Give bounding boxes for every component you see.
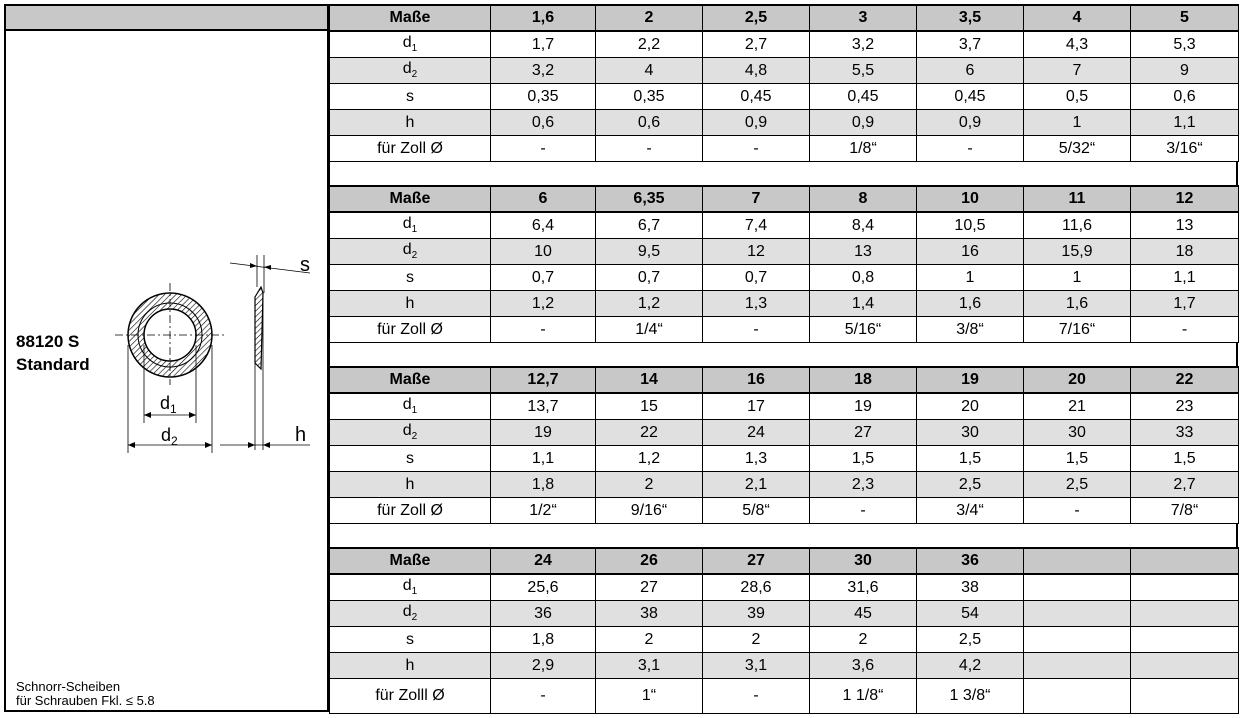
row-label-d2: $d_2$: [330, 601, 491, 627]
size-header-row: [330, 548, 1239, 574]
value-cell: 7/16“: [1024, 317, 1131, 343]
value-cell: 15: [596, 393, 703, 420]
row-label-h: h: [330, 653, 491, 679]
row-label-d2: $d_2$: [330, 420, 491, 446]
washer-front-view: [115, 283, 225, 453]
value-cell: [1024, 627, 1131, 653]
value-cell: 1/8“: [810, 136, 917, 162]
value-cell: [1131, 574, 1239, 601]
size-cell: 18: [810, 367, 917, 393]
table-spacer: [329, 524, 1238, 547]
value-cell: 0,8: [810, 265, 917, 291]
value-cell: 22: [596, 420, 703, 446]
d1-label: $d_1$: [160, 393, 177, 416]
value-cell: 2,9: [491, 653, 596, 679]
value-cell: 1,5: [810, 446, 917, 472]
value-cell: 1,1: [1131, 110, 1239, 136]
size-cell: 12: [1131, 186, 1239, 212]
size-cell: [1024, 548, 1131, 574]
row-label-zoll: für Zolll Ø: [330, 679, 491, 714]
table-row-h: [330, 653, 1239, 679]
footnote-line-2: für Schrauben Fkl. ≤ 5.8: [16, 693, 155, 708]
value-cell: 6: [917, 58, 1024, 84]
table-row-h: [330, 472, 1239, 498]
row-label-s: s: [330, 446, 491, 472]
value-cell: 24: [703, 420, 810, 446]
value-cell: 0,45: [703, 84, 810, 110]
value-cell: 31,6: [810, 574, 917, 601]
table-row-zoll: [330, 136, 1239, 162]
size-cell: 26: [596, 548, 703, 574]
value-cell: -: [1024, 498, 1131, 524]
value-cell: 4: [596, 58, 703, 84]
row-label-zoll: für Zoll Ø: [330, 317, 491, 343]
value-cell: [1024, 574, 1131, 601]
value-cell: 0,6: [1131, 84, 1239, 110]
value-cell: -: [703, 679, 810, 714]
value-cell: 1,7: [491, 31, 596, 58]
row-label-zoll: für Zoll Ø: [330, 498, 491, 524]
value-cell: 38: [917, 574, 1024, 601]
row-label-s: s: [330, 627, 491, 653]
value-cell: 2,5: [917, 472, 1024, 498]
value-cell: 23: [1131, 393, 1239, 420]
value-cell: 0,35: [596, 84, 703, 110]
d2-label: $d_2$: [161, 425, 178, 448]
value-cell: 33: [1131, 420, 1239, 446]
size-cell: 11: [1024, 186, 1131, 212]
value-cell: 6,7: [596, 212, 703, 239]
value-cell: -: [703, 136, 810, 162]
table-row-zoll: [330, 679, 1239, 714]
table-row-h: [330, 110, 1239, 136]
value-cell: -: [703, 317, 810, 343]
value-cell: 8,4: [810, 212, 917, 239]
value-cell: 0,6: [596, 110, 703, 136]
value-cell: [1024, 679, 1131, 714]
value-cell: 1,7: [1131, 291, 1239, 317]
size-cell: 10: [917, 186, 1024, 212]
size-cell: 27: [703, 548, 810, 574]
value-cell: 1,2: [491, 291, 596, 317]
value-cell: 3/8“: [917, 317, 1024, 343]
value-cell: 0,5: [1024, 84, 1131, 110]
value-cell: 10,5: [917, 212, 1024, 239]
value-cell: 1,2: [596, 446, 703, 472]
value-cell: 3,1: [703, 653, 810, 679]
value-cell: 1: [1024, 265, 1131, 291]
row-label-header: Maße: [330, 367, 491, 393]
row-label-header: Maße: [330, 548, 491, 574]
value-cell: [1024, 601, 1131, 627]
value-cell: 6,4: [491, 212, 596, 239]
value-cell: 12: [703, 239, 810, 265]
size-cell: 4: [1024, 5, 1131, 31]
product-title: [16, 330, 90, 376]
value-cell: 30: [917, 420, 1024, 446]
table-row-zoll: [330, 498, 1239, 524]
value-cell: 0,9: [810, 110, 917, 136]
size-header-row: [330, 5, 1239, 31]
size-cell: 19: [917, 367, 1024, 393]
size-cell: 20: [1024, 367, 1131, 393]
product-variant: Standard: [16, 355, 90, 374]
table-row-d2: [330, 239, 1239, 265]
value-cell: 1,5: [1024, 446, 1131, 472]
table-row-d2: [330, 420, 1239, 446]
value-cell: 11,6: [1024, 212, 1131, 239]
size-cell: 3: [810, 5, 917, 31]
value-cell: 1,3: [703, 446, 810, 472]
value-cell: 5,5: [810, 58, 917, 84]
value-cell: 4,3: [1024, 31, 1131, 58]
value-cell: 30: [1024, 420, 1131, 446]
value-cell: 5/16“: [810, 317, 917, 343]
size-cell: 6: [491, 186, 596, 212]
value-cell: 1,4: [810, 291, 917, 317]
value-cell: -: [917, 136, 1024, 162]
value-cell: -: [491, 317, 596, 343]
value-cell: 38: [596, 601, 703, 627]
value-cell: 2: [596, 472, 703, 498]
table-row-zoll: [330, 317, 1239, 343]
left-header-cell: [4, 4, 329, 31]
value-cell: 1,5: [1131, 446, 1239, 472]
value-cell: 3/4“: [917, 498, 1024, 524]
size-cell: 16: [703, 367, 810, 393]
size-cell: 2,5: [703, 5, 810, 31]
row-label-header: Maße: [330, 5, 491, 31]
value-cell: 16: [917, 239, 1024, 265]
value-cell: 7,4: [703, 212, 810, 239]
size-cell: 1,6: [491, 5, 596, 31]
value-cell: 0,45: [810, 84, 917, 110]
table-row-d1: [330, 574, 1239, 601]
value-cell: 3,7: [917, 31, 1024, 58]
size-cell: 36: [917, 548, 1024, 574]
table-spacer: [329, 162, 1238, 185]
row-label-h: h: [330, 291, 491, 317]
row-label-d1: $d_1$: [330, 393, 491, 420]
value-cell: -: [491, 136, 596, 162]
value-cell: 0,6: [491, 110, 596, 136]
value-cell: 1,2: [596, 291, 703, 317]
value-cell: 39: [703, 601, 810, 627]
value-cell: 2,2: [596, 31, 703, 58]
table-row-h: [330, 291, 1239, 317]
value-cell: 1,8: [491, 472, 596, 498]
value-cell: 13: [1131, 212, 1239, 239]
size-cell: 6,35: [596, 186, 703, 212]
value-cell: -: [1131, 317, 1239, 343]
value-cell: 1: [1024, 110, 1131, 136]
size-cell: 30: [810, 548, 917, 574]
value-cell: 18: [1131, 239, 1239, 265]
table-row-s: [330, 84, 1239, 110]
value-cell: 36: [491, 601, 596, 627]
size-cell: 3,5: [917, 5, 1024, 31]
value-cell: 45: [810, 601, 917, 627]
row-label-zoll: für Zoll Ø: [330, 136, 491, 162]
value-cell: -: [810, 498, 917, 524]
value-cell: 1: [917, 265, 1024, 291]
value-cell: [1024, 653, 1131, 679]
dimension-table-1: [329, 4, 1239, 162]
size-cell: 24: [491, 548, 596, 574]
value-cell: 19: [810, 393, 917, 420]
row-label-d1: $d_1$: [330, 212, 491, 239]
size-cell: 22: [1131, 367, 1239, 393]
value-cell: 20: [917, 393, 1024, 420]
size-cell: [1131, 548, 1239, 574]
value-cell: 28,6: [703, 574, 810, 601]
value-cell: 3,2: [810, 31, 917, 58]
size-cell: 14: [596, 367, 703, 393]
value-cell: 5/32“: [1024, 136, 1131, 162]
dimension-table-4: [329, 547, 1239, 714]
value-cell: [1131, 627, 1239, 653]
footnote-line-1: Schnorr-Scheiben: [16, 679, 121, 694]
value-cell: 1,1: [1131, 265, 1239, 291]
value-cell: 1,8: [491, 627, 596, 653]
value-cell: 1/2“: [491, 498, 596, 524]
value-cell: [1131, 653, 1239, 679]
row-label-d2: $d_2$: [330, 58, 491, 84]
table-row-d1: [330, 31, 1239, 58]
table-row-s: [330, 446, 1239, 472]
product-code: 88120 S: [16, 332, 80, 351]
table-row-s: [330, 627, 1239, 653]
row-label-h: h: [330, 110, 491, 136]
value-cell: 2,5: [1024, 472, 1131, 498]
value-cell: 3,2: [491, 58, 596, 84]
value-cell: 2: [596, 627, 703, 653]
value-cell: 0,7: [491, 265, 596, 291]
washer-side-view: [220, 254, 310, 450]
value-cell: 21: [1024, 393, 1131, 420]
size-cell: 7: [703, 186, 810, 212]
value-cell: 5,3: [1131, 31, 1239, 58]
value-cell: 4,8: [703, 58, 810, 84]
size-cell: 8: [810, 186, 917, 212]
value-cell: [1131, 601, 1239, 627]
table-row-d1: [330, 393, 1239, 420]
value-cell: 1/4“: [596, 317, 703, 343]
value-cell: 0,45: [917, 84, 1024, 110]
table-row-s: [330, 265, 1239, 291]
row-label-s: s: [330, 265, 491, 291]
h-label: h: [295, 424, 307, 446]
value-cell: 2,7: [703, 31, 810, 58]
value-cell: 1,6: [1024, 291, 1131, 317]
row-label-d1: $d_1$: [330, 574, 491, 601]
size-header-row: [330, 367, 1239, 393]
value-cell: 1“: [596, 679, 703, 714]
dimension-table-2: [329, 185, 1239, 343]
value-cell: 7: [1024, 58, 1131, 84]
table-spacer: [329, 343, 1238, 366]
value-cell: 0,9: [703, 110, 810, 136]
value-cell: 2,3: [810, 472, 917, 498]
value-cell: 13,7: [491, 393, 596, 420]
washer-drawing: [95, 245, 325, 465]
value-cell: 3,6: [810, 653, 917, 679]
dimension-table-3: [329, 366, 1239, 524]
value-cell: 0,7: [703, 265, 810, 291]
value-cell: -: [596, 136, 703, 162]
size-cell: 5: [1131, 5, 1239, 31]
value-cell: 1,1: [491, 446, 596, 472]
table-row-d2: [330, 601, 1239, 627]
value-cell: 7/8“: [1131, 498, 1239, 524]
footnote: [16, 680, 155, 708]
value-cell: 0,9: [917, 110, 1024, 136]
value-cell: 1 1/8“: [810, 679, 917, 714]
value-cell: 0,35: [491, 84, 596, 110]
value-cell: 3/16“: [1131, 136, 1239, 162]
row-label-h: h: [330, 472, 491, 498]
size-header-row: [330, 186, 1239, 212]
size-cell: 2: [596, 5, 703, 31]
value-cell: [1131, 679, 1239, 714]
value-cell: 9: [1131, 58, 1239, 84]
value-cell: 27: [596, 574, 703, 601]
row-label-s: s: [330, 84, 491, 110]
size-cell: 12,7: [491, 367, 596, 393]
value-cell: 15,9: [1024, 239, 1131, 265]
table-row-d1: [330, 212, 1239, 239]
value-cell: 2,7: [1131, 472, 1239, 498]
value-cell: 1,3: [703, 291, 810, 317]
value-cell: 13: [810, 239, 917, 265]
value-cell: 5/8“: [703, 498, 810, 524]
value-cell: 25,6: [491, 574, 596, 601]
value-cell: 2: [703, 627, 810, 653]
table-row-d2: [330, 58, 1239, 84]
value-cell: 54: [917, 601, 1024, 627]
row-label-d2: $d_2$: [330, 239, 491, 265]
value-cell: 3,1: [596, 653, 703, 679]
value-cell: -: [491, 679, 596, 714]
value-cell: 0,7: [596, 265, 703, 291]
value-cell: 2: [810, 627, 917, 653]
value-cell: 9,5: [596, 239, 703, 265]
value-cell: 19: [491, 420, 596, 446]
value-cell: 1,5: [917, 446, 1024, 472]
value-cell: 2,1: [703, 472, 810, 498]
dimension-tables: [329, 4, 1238, 714]
value-cell: 17: [703, 393, 810, 420]
value-cell: 9/16“: [596, 498, 703, 524]
value-cell: 10: [491, 239, 596, 265]
value-cell: 2,5: [917, 627, 1024, 653]
value-cell: 1,6: [917, 291, 1024, 317]
value-cell: 1 3/8“: [917, 679, 1024, 714]
s-label: s: [300, 254, 310, 276]
value-cell: 4,2: [917, 653, 1024, 679]
value-cell: 27: [810, 420, 917, 446]
row-label-d1: $d_1$: [330, 31, 491, 58]
row-label-header: Maße: [330, 186, 491, 212]
